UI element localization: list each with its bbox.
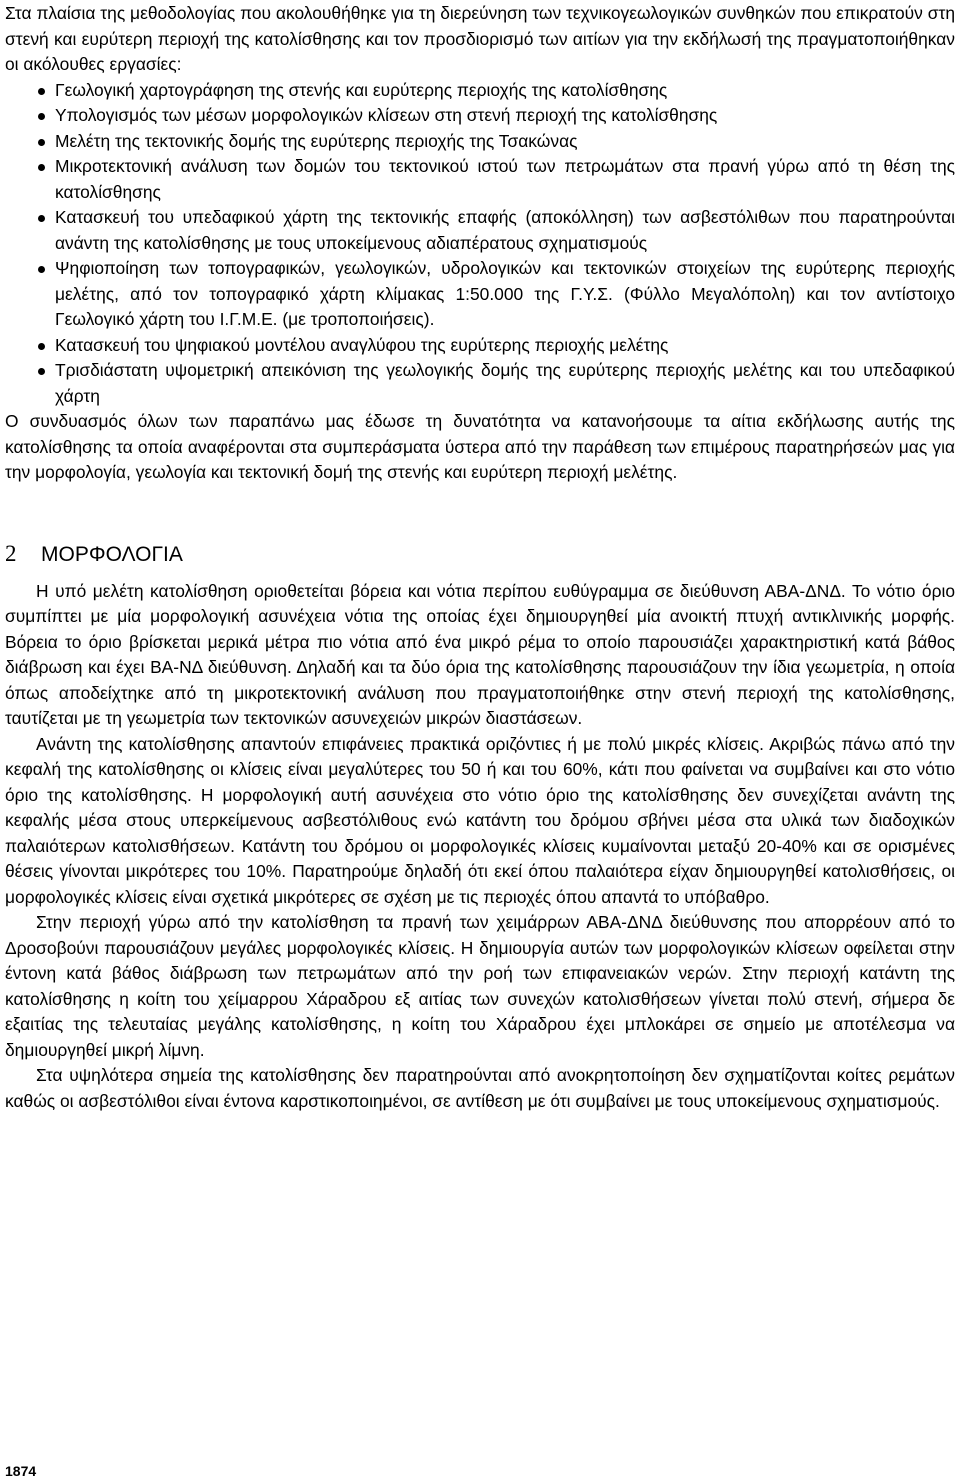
- intro-paragraph: Στα πλαίσια της μεθοδολογίας που ακολουθήθηκε για τη διερεύνηση των τεχνικογεωλογικών συνθηκών που επικρατούν στη στενή και ευρύτερη περιοχή της κατολίσθησης και τον προσδιορισμό των αιτίων για την εκδήλωσή της πραγματοποιήθηκαν οι ακόλουθες εργασίες:: [5, 3, 955, 74]
- bullet-icon: [38, 215, 45, 222]
- list-item: [55, 129, 955, 155]
- list-item: [55, 154, 955, 205]
- bullet-icon: [38, 88, 45, 95]
- list-item: [55, 103, 955, 129]
- list-item-text: Ψηφιοποίηση των τοπογραφικών, γεωλογικών, υδρολογικών και τεκτονικών στοιχείων της ευρύτερης περιοχής μελέτης, από τον τοπογραφικό χάρτη κλίμακας 1:50.000 της Γ.Υ.Σ. (Φύλλο Μεγαλόπολη) και τον αντίστοιχο Γεωλογικό χάρτη του Ι.Γ.Μ.Ε. (με τροποποιήσεις).: [55, 258, 955, 329]
- section-paragraph: Στα υψηλότερα σημεία της κατολίσθησης δεν παρατηρούνται από ανοκρητοποίηση δεν σχηματίζονται κοίτες ρεμάτων καθώς οι ασβεστόλιθοι είναι έντονα καρστικοποιημένοι, σε αντίθεση με ότι συμβαίνει με τους υποκείμενους σχηματισμούς.: [5, 1065, 955, 1111]
- section-heading: [5, 540, 955, 569]
- bullet-icon: [38, 368, 45, 375]
- section-paragraph: Στην περιοχή γύρω από την κατολίσθηση τα πρανή των χειμάρρων ΑΒΑ-ΔΝΔ διεύθυνσης που απορρέουν από το Δροσοβούνι παρουσιάζουν μεγάλες μορφολογικές κλίσεις. Η δημιουργία αυτών των μορφολογικών κλίσεων οφείλεται στην έντονη κατά βάθος διάβρωση των πετρωμάτων από την ροή των επιφανειακών νερών. Στην περιοχή κατάντη της κατολίσθησης η κοίτη του χείμαρρου Χάραδρου εξ αιτίας των συνεχών κατολισθήσεων γίνεται πολύ στενή, σήμερα δε εξαιτίας της τελευταίας μεγάλης κατολίσθησης, η κοίτη του Χάραδρου έχει μπλοκάρει σε σημείο με αποτέλεσμα να δημιουργηθεί μικρή λίμνη.: [5, 912, 955, 1060]
- document-page: [5, 0, 955, 1114]
- section-paragraph: Η υπό μελέτη κατολίσθηση οριοθετείται βόρεια και νότια περίπου ευθύγραμμα σε διεύθυνση ΑΒΑ-ΔΝΔ. Το νότιο όριο συμπίπτει με μία μορφολογική ασυνέχεια νότια της οποίας έχει δημιουργηθεί μία ανοικτή πτυχή αντικλινικής μορφής. Βόρεια το όριο βρίσκεται μερικά μέτρα πιο νότια από ένα μικρό ρέμα το οποίο παρουσιάζει χαρακτηριστική κατά βάθος διάβρωση και έχει ΒΑ-ΝΔ διεύθυνση. Δηλαδή και τα δύο όρια της κατολίσθησης παρουσιάζουν την ίδια γεωμετρία, η οποία όπως αποδείχτηκε από τη μικροτεκτονική ανάλυση που πραγματοποιήθηκε στην στενή περιοχή της κατολίσθησης, ταυτίζεται με τη γεωμετρία των τεκτονικών ασυνεχειών μικρών διαστάσεων.: [5, 580, 955, 728]
- bullet-icon: [38, 266, 45, 273]
- list-item: [55, 78, 955, 104]
- list-item-text: Κατασκευή του υπεδαφικού χάρτη της τεκτονικής επαφής (αποκόλληση) των ασβεστόλιθων που παρατηρούνται ανάντη της κατολίσθησης με τους υποκείμενους αδιαπέρατους σχηματισμούς: [55, 207, 955, 253]
- bullet-icon: [38, 113, 45, 120]
- list-item-text: Υπολογισμός των μέσων μορφολογικών κλίσεων στη στενή περιοχή της κατολίσθησης: [55, 105, 718, 125]
- list-item: [55, 333, 955, 359]
- section-number: 2: [5, 540, 17, 566]
- list-item-text: Κατασκευή του ψηφιακού μοντέλου αναγλύφου της ευρύτερης περιοχής μελέτης: [55, 334, 669, 355]
- tasks-list: [5, 78, 955, 410]
- list-item-text: Μικροτεκτονική ανάλυση των δομών του τεκτονικού ιστού των πετρωμάτων στα πρανή γύρω από τη θέση της κατολίσθησης: [55, 156, 955, 202]
- list-item-text: Μελέτη της τεκτονικής δομής της ευρύτερης περιοχής της Τσακώνας: [55, 130, 578, 151]
- section-title: ΜΟΡΦΟΛΟΓΙΑ: [41, 542, 183, 566]
- summary-paragraph: Ο συνδυασμός όλων των παραπάνω μας έδωσε τη δυνατότητα να κατανοήσουμε τα αίτια εκδήλωσης αυτής της κατολίσθησης τα οποία αναφέρονται στα συμπεράσματα ύστερα από την παράθεση των επιμέρους παρατηρήσεών μας για την μορφολογία, γεωλογία και τεκτονική δομή της στενής και ευρύτερη περιοχή μελέτης.: [5, 411, 955, 482]
- list-item: [55, 205, 955, 256]
- bullet-icon: [38, 343, 45, 350]
- bullet-icon: [38, 164, 45, 171]
- list-item: [55, 256, 955, 333]
- bullet-icon: [38, 139, 45, 146]
- section-paragraph: Ανάντη της κατολίσθησης απαντούν επιφάνειες πρακτικά οριζόντιες ή με πολύ μικρές κλίσεις. Ακριβώς πάνω από την κεφαλή της κατολίσθησης οι κλίσεις είναι μεγαλύτερες του 50 ή και του 60%, κάτι που φαίνεται να συμβαίνει και στο νότιο όριο της κατολίσθησης. Η μορφολογική αυτή ασυνέχεια στο νότιο όριο της κατολίσθησης δεν συνεχίζεται ανάντη της κεφαλής μέσα στους υπερκείμενους ασβεστόλιθους ενώ κατάντη του δρόμου σβήνει μέσα στα υλικά των διαδοχικών παλαιότερων κατολισθήσεων. Κατάντη του δρόμου οι μορφολογικές κλίσεις κυμαίνονται μεταξύ 20-40% και σε ορισμένες θέσεις γίνονται μικρότερες του 10%. Παρατηρούμε δηλαδή ότι εκεί όπου παλαιότερα είχαν δημιουργηθεί κατολισθήσεις, οι μορφολογικές κλίσεις είναι σχετικά μικρότερες σε σχέση με τις περιοχές όπου απαντά το υπόβαθρο.: [5, 733, 955, 907]
- list-item-text: Γεωλογική χαρτογράφηση της στενής και ευρύτερης περιοχής της κατολίσθησης: [55, 79, 668, 100]
- list-item-text: Τρισδιάστατη υψομετρική απεικόνιση της γεωλογικής δομής της ευρύτερης περιοχής μελέτης και του υπεδαφικού χάρτη: [55, 360, 955, 406]
- list-item: [55, 358, 955, 409]
- page-number: 1874: [5, 1463, 37, 1479]
